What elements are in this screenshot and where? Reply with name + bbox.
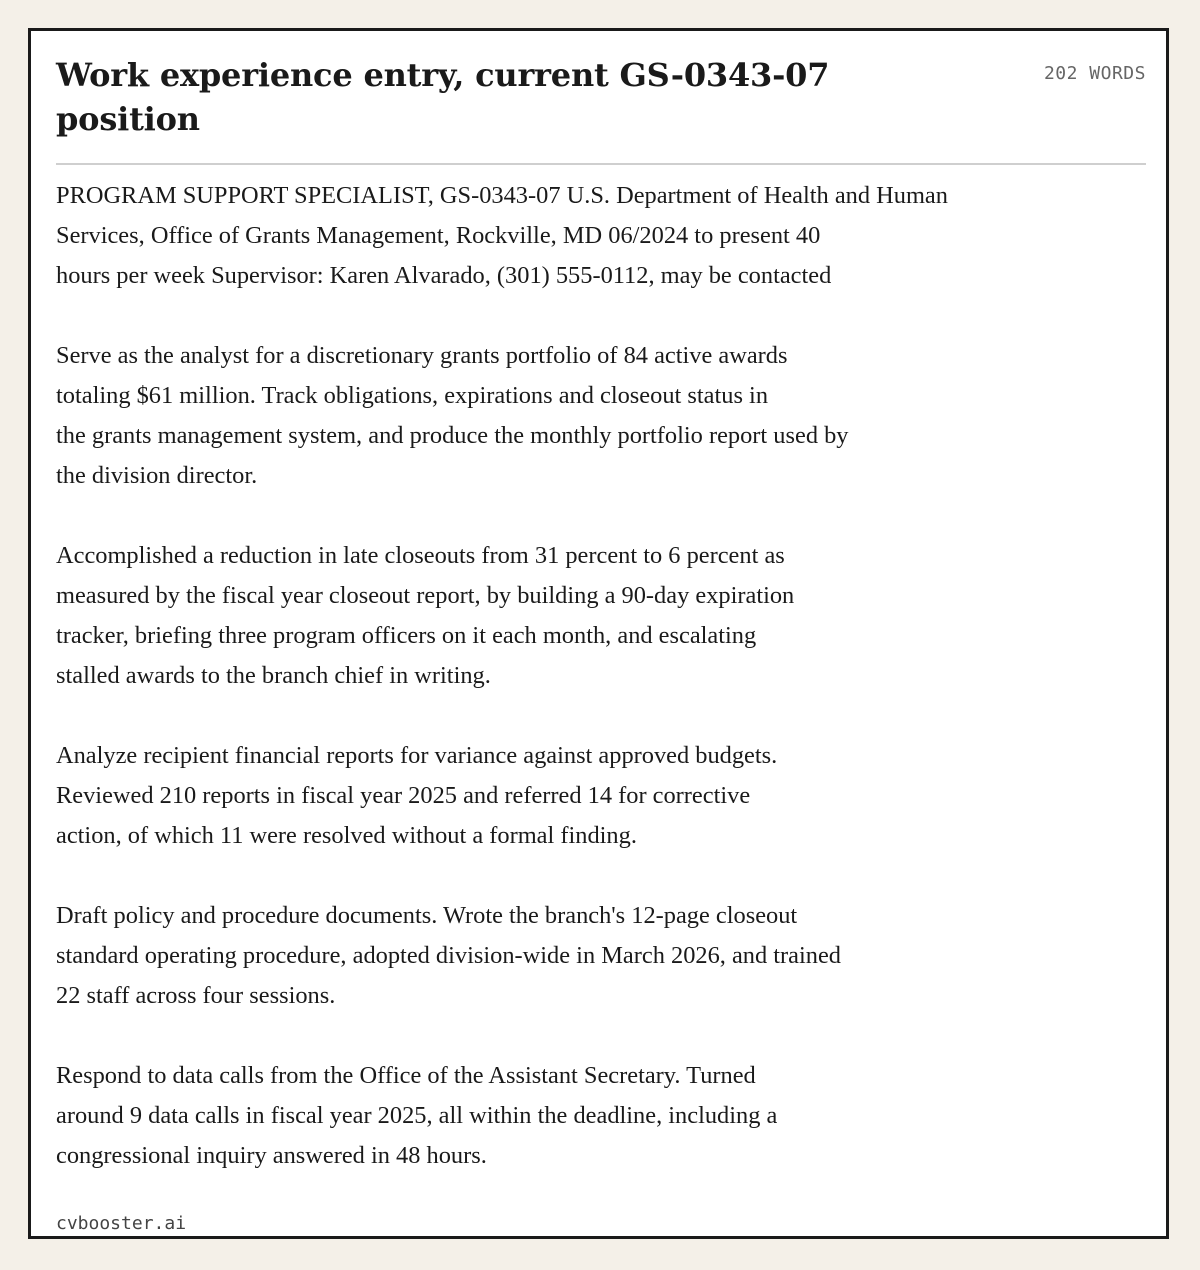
entry-title: Work experience entry, current GS-0343-07 position: [56, 56, 830, 138]
paragraph-data-calls: Respond to data calls from the Office of the Assistant Secretary. Turned around 9 data calls in fiscal year 2025, all within the deadline, including a congressional inquiry answered in 48 hours.: [56, 1062, 778, 1169]
paragraph-late-closeouts: Accomplished a reduction in late closeouts from 31 percent to 6 percent as measured by the fiscal year closeout report, by building a 90-day expiration tracker, briefing three program officers on it each month, and escalating stalled awards to the branch chief in writing.: [56, 542, 795, 689]
paragraph-position-header: PROGRAM SUPPORT SPECIALIST, GS-0343-07 U.S. Department of Health and Human Services, Office of Grants Management, Rockville, MD 06/2024 to present 40 hours per week Supervisor: Karen Alvarado, (301) 555-0112, may be contacted: [56, 182, 948, 289]
paragraph-portfolio-analyst: Serve as the analyst for a discretionary grants portfolio of 84 active awards totaling $61 million. Track obligations, expirations and closeout status in the grants management system, and produce the monthly portfolio report used by the division director.: [56, 342, 849, 489]
entry-body: [56, 176, 1136, 1176]
word-count-badge: 202 WORDS: [1043, 63, 1146, 84]
card-header: [56, 51, 1146, 165]
footer-brand: cvbooster.ai: [56, 1213, 187, 1234]
work-experience-card: [28, 28, 1169, 1239]
paragraph-financial-reports: Analyze recipient financial reports for variance against approved budgets. Reviewed 210 reports in fiscal year 2025 and referred 14 for corrective action, of which 11 were resolved without a formal finding.: [56, 742, 778, 849]
paragraph-policy-documents: Draft policy and procedure documents. Wrote the branch's 12-page closeout standard operating procedure, adopted division-wide in March 2026, and trained 22 staff across four sessions.: [56, 902, 842, 1009]
